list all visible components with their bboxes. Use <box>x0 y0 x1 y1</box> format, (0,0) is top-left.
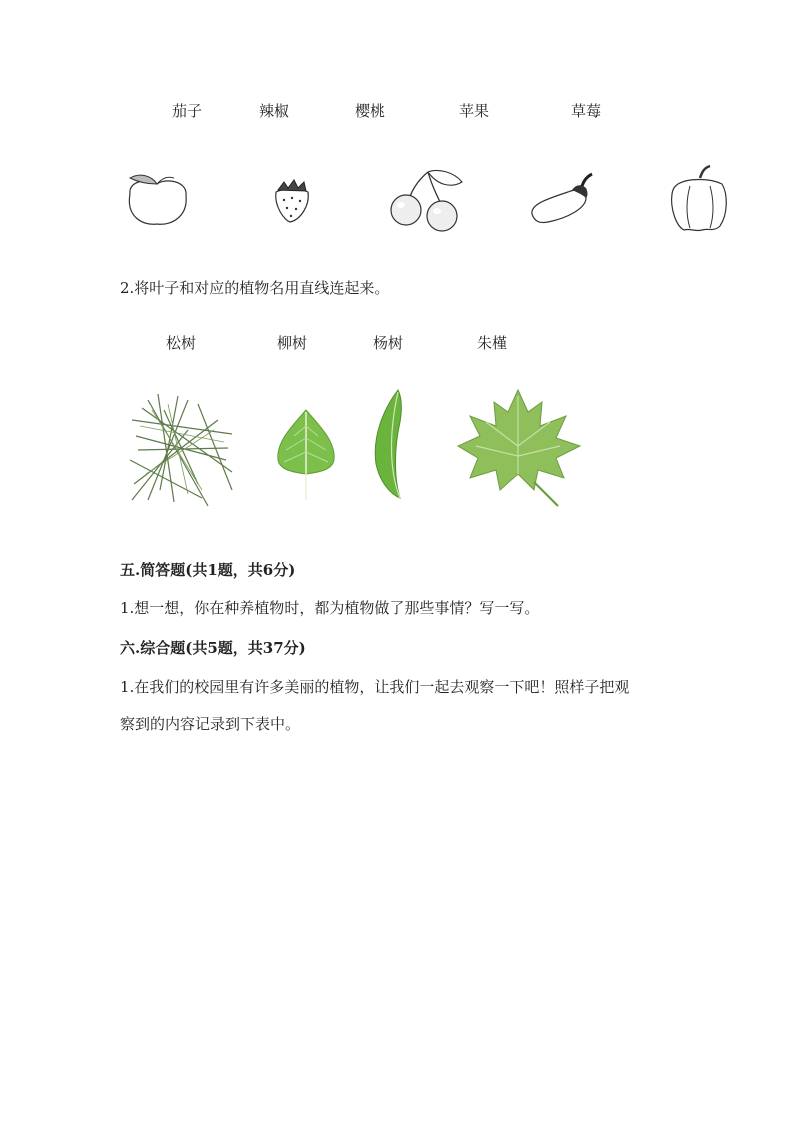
poplar-leaf-picture <box>274 408 338 502</box>
tree-name-poplar: 杨树 <box>373 334 404 352</box>
apple-drawing <box>122 172 192 228</box>
fruit-name-cherry: 樱桃 <box>355 102 386 120</box>
maple-leaf-picture <box>456 386 582 510</box>
tree-name-hibiscus: 朱槿 <box>477 334 508 352</box>
fruit-name-apple: 苹果 <box>459 102 490 120</box>
pine-needles-picture <box>128 390 236 508</box>
section-6-question-1-line-1: 1.在我们的校园里有许多美丽的植物，让我们一起去观察一下吧！照样子把观 <box>120 678 630 696</box>
fruit-name-eggplant: 茄子 <box>172 102 203 120</box>
section-6-heading: 六.综合题(共5题，共37分) <box>120 639 306 657</box>
section-5-question-1: 1.想一想，你在种养植物时，都为植物做了那些事情？写一写。 <box>120 599 540 617</box>
willow-leaf-picture <box>370 388 406 502</box>
section-5-heading: 五.简答题(共1题，共6分) <box>120 561 296 579</box>
strawberry-drawing <box>270 178 314 224</box>
question-2-prompt: 2.将叶子和对应的植物名用直线连起来。 <box>120 279 390 297</box>
tree-name-pine: 松树 <box>166 334 197 352</box>
pepper-drawing <box>668 164 730 234</box>
cherry-drawing <box>388 166 468 234</box>
fruit-name-strawberry: 草莓 <box>571 102 602 120</box>
tree-name-willow: 柳树 <box>277 334 308 352</box>
fruit-name-chili: 辣椒 <box>259 102 290 120</box>
section-6-question-1-line-2: 察到的内容记录到下表中。 <box>120 715 301 733</box>
eggplant-drawing <box>528 172 598 228</box>
